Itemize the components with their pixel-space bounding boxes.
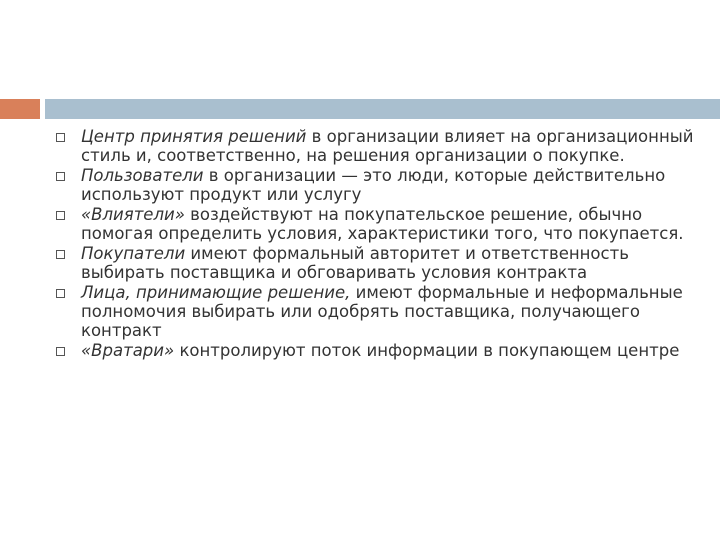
item-term: «Влиятели» <box>81 205 185 224</box>
header-decoration-bar <box>0 99 720 119</box>
header-accent-orange <box>0 99 40 119</box>
item-text: имеют формальный авторитет и ответственность выбирать поставщика и обговаривать условия контракта <box>81 244 629 282</box>
list-item <box>53 166 703 204</box>
item-text: имеют формальные и неформальные полномочия выбирать или одобрять поставщика, получающего контракт <box>81 283 683 340</box>
item-text: в организации — это люди, которые действительно используют продукт или услугу <box>81 166 666 204</box>
square-bullet-icon <box>56 289 65 298</box>
item-term: Покупатели <box>81 244 186 263</box>
square-bullet-icon <box>56 347 65 356</box>
item-text: контролируют поток информации в покупающем центре <box>174 341 680 360</box>
list-item <box>53 244 703 282</box>
square-bullet-icon <box>56 211 65 220</box>
item-term: Центр принятия решений <box>81 127 307 146</box>
list-item <box>53 283 703 340</box>
square-bullet-icon <box>56 250 65 259</box>
item-term: Лица, принимающие решение, <box>81 283 351 302</box>
list-item <box>53 205 703 243</box>
square-bullet-icon <box>56 133 65 142</box>
square-bullet-icon <box>56 172 65 181</box>
list-item <box>53 341 703 360</box>
item-text: воздействуют на покупательское решение, обычно помогая определить условия, характеристики того, что покупается. <box>81 205 684 243</box>
bullet-list <box>53 127 703 361</box>
item-text: в организации влияет на организационный стиль и, соответственно, на решения организации о покупке. <box>81 127 694 165</box>
item-term: Пользователи <box>81 166 204 185</box>
header-accent-blue <box>45 99 720 119</box>
list-item <box>53 127 703 165</box>
item-term: «Вратари» <box>81 341 175 360</box>
